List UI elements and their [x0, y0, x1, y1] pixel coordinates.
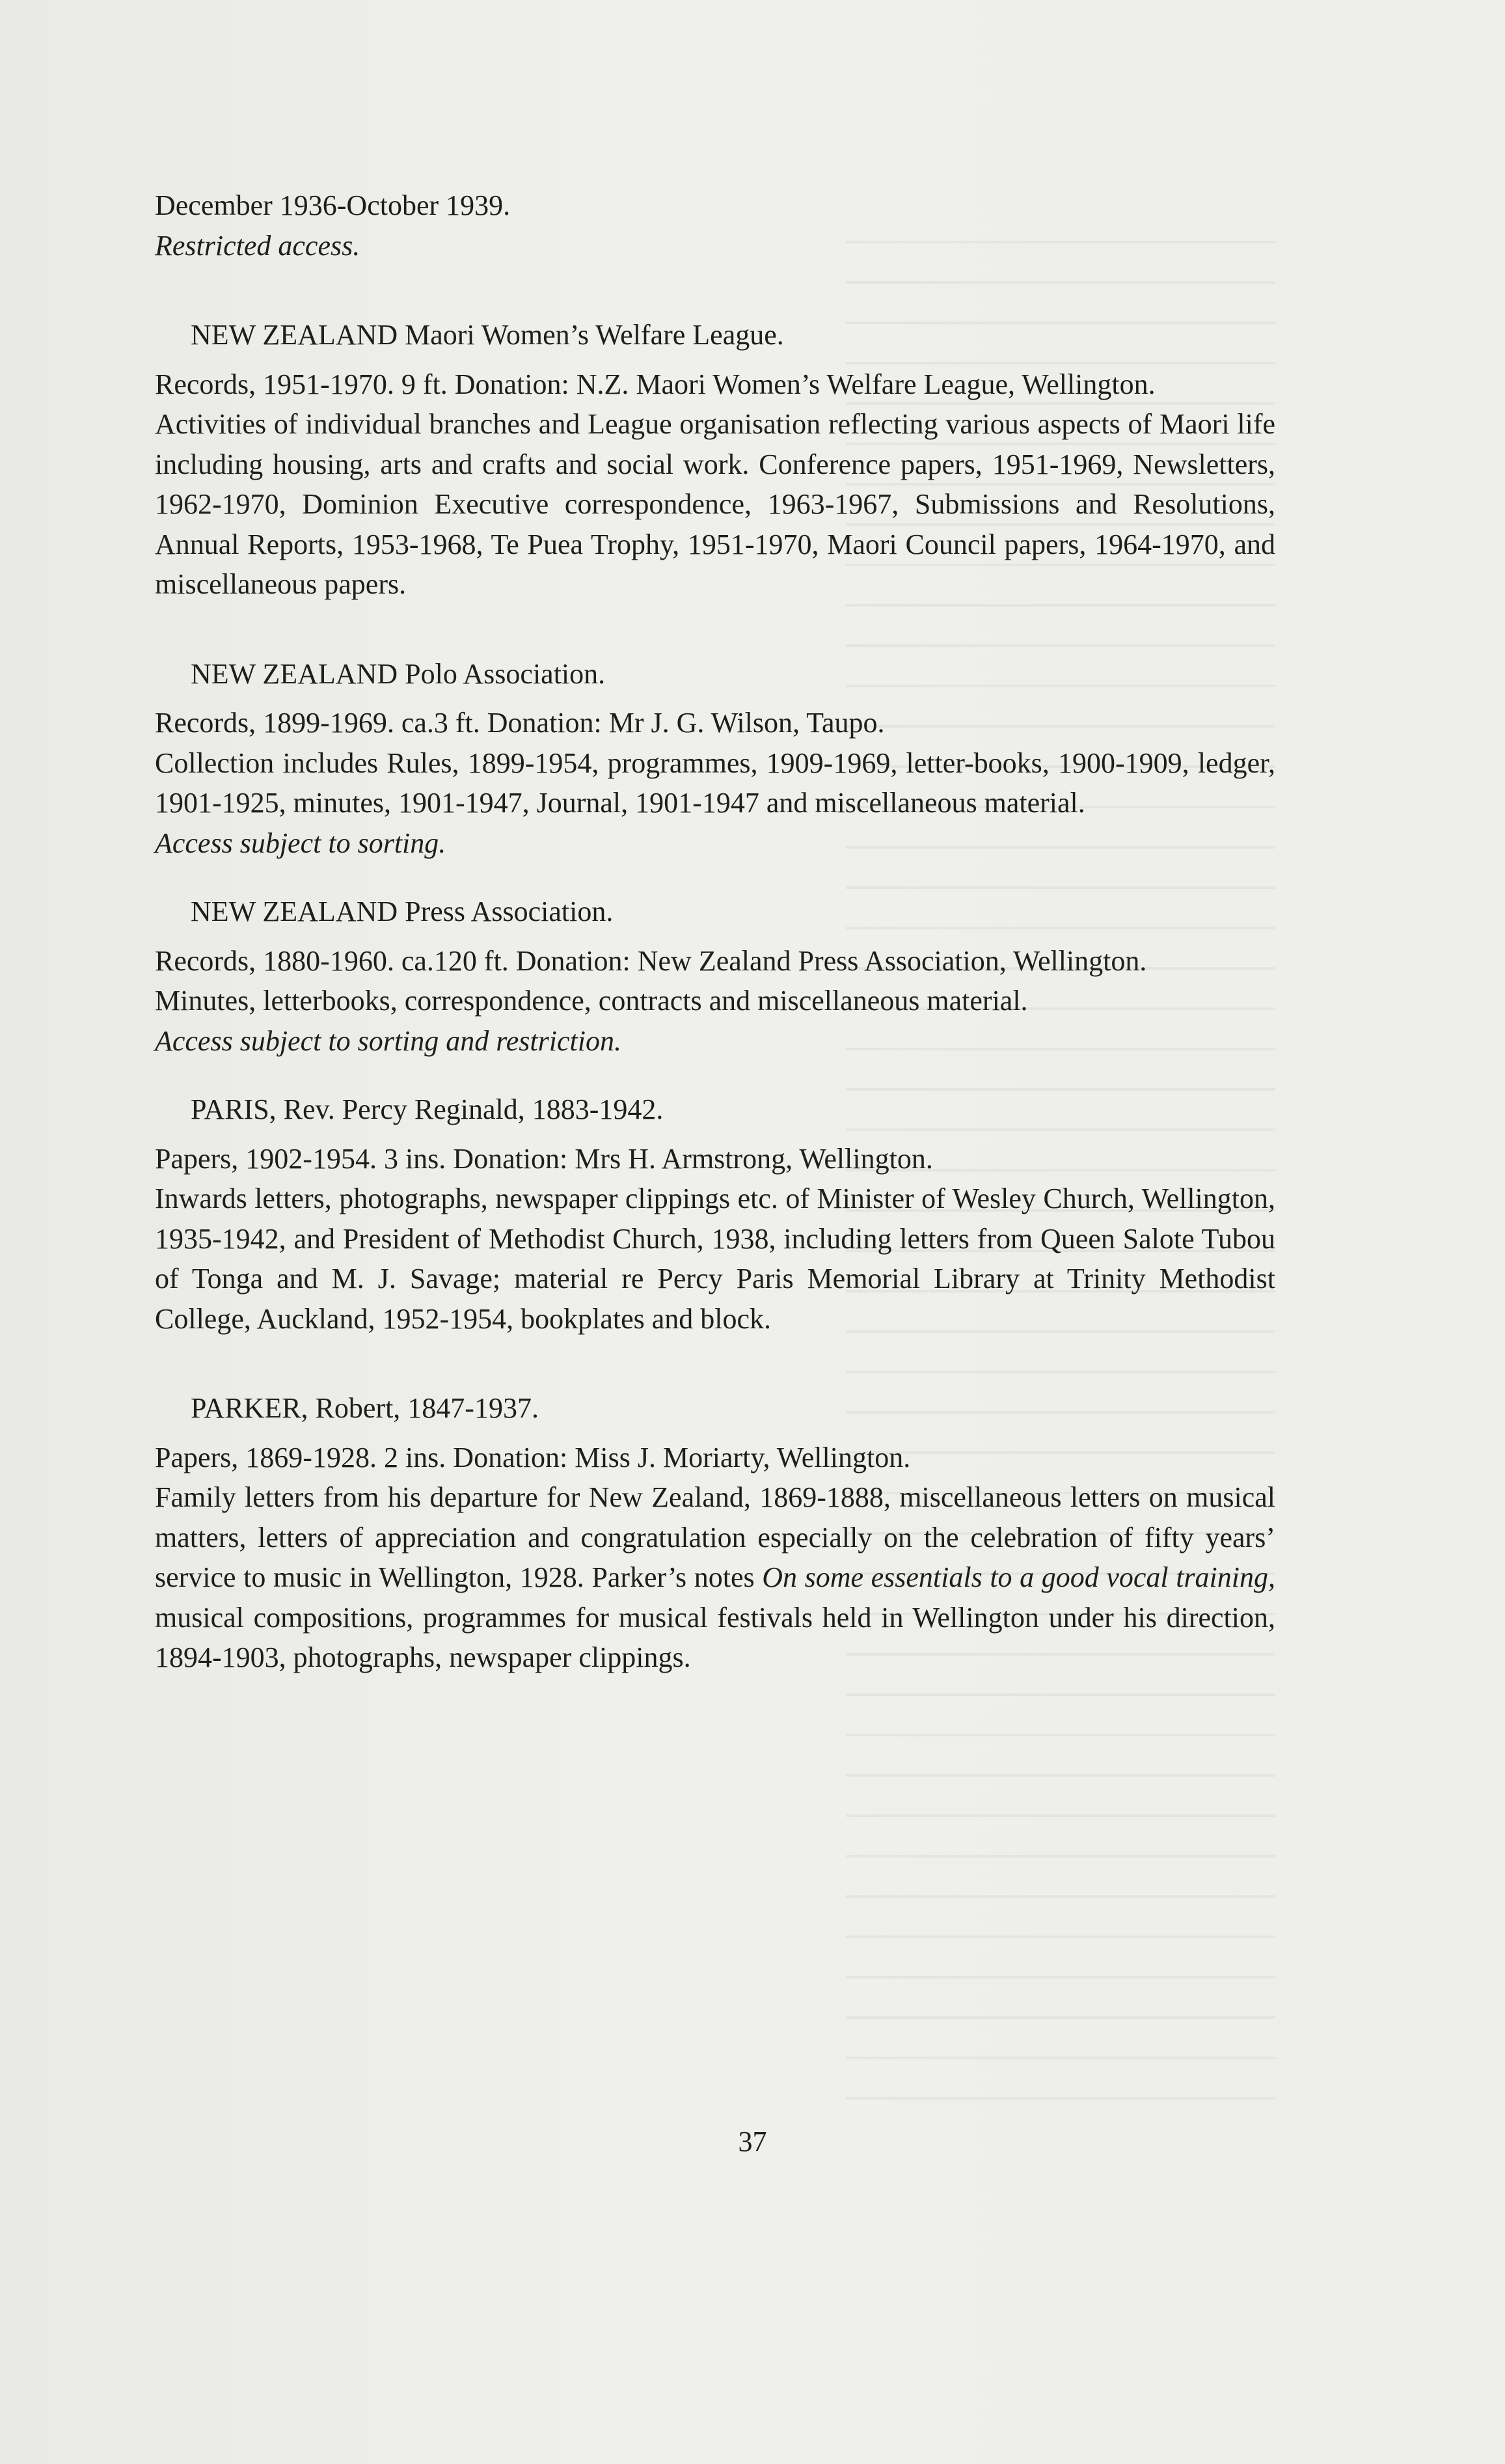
entry-description: Inwards letters, photographs, newspaper clippings etc. of Minister of Wesley Church, Wellington, 1935-1942, and President of Methodist Church, 1938, including letters from Queen Salote Tubou of Tonga and M. J. Savage; material re Percy Paris Memorial Library at Trinity Methodist College, Auckland, 1952-1954, bookplates and block. [155, 1183, 1275, 1335]
description-text: Family letters from his departure for New Zealand, 1869-1888, miscellaneous letters on musical matters, letters of appreciation and congratulation especially on the celebration of fifty years’ service to music in Wellington, 1928. Parker’s notes [155, 1481, 1275, 1593]
entry-heading-paris-percy-reginald: PARIS, Rev. Percy Reginald, 1883-1942. [191, 1093, 664, 1125]
entry-description: Minutes, letterbooks, correspondence, contracts and miscellaneous material. [155, 985, 1028, 1017]
entry-records: Records, 1951-1970. 9 ft. Donation: N.Z. Maori Women’s Welfare League, Wellington. [155, 368, 1156, 400]
entry-heading-press-association: NEW ZEALAND Press Association. [191, 896, 614, 927]
entry-access-note: Access subject to sorting. [155, 827, 446, 859]
page-number: 37 [738, 2126, 767, 2157]
work-title: On some essentials to a good vocal training, [762, 1561, 1276, 1593]
entry-records: Papers, 1869-1928. 2 ins. Donation: Miss J. Moriarty, Wellington. [155, 1441, 911, 1473]
description-text: musical compositions, programmes for musical festivals held in Wellington under his direction, 1894-1903, photographs, newspaper clippings. [155, 1601, 1275, 1673]
entry-description: Collection includes Rules, 1899-1954, programmes, 1909-1969, letter-books, 1900-1909, ledger, 1901-1925, minutes, 1901-1947, Journal, 1901-1947 and miscellaneous material. [155, 746, 1275, 819]
entry-description: Activities of individual branches and League organisation reflecting various aspects of Maori life including housing, arts and crafts and social work. Conference papers, 1951-1969, Newsletters, 1962-1970, Dominion Executive correspondence, 1963-1967, Submissions and Resolutions, Annual Reports, 1953-1968, Te Puea Trophy, 1951-1970, Maori Council papers, 1964-1970, and miscellaneous papers. [155, 408, 1275, 600]
document-body [155, 185, 1275, 1678]
entry-records: Records, 1899-1969. ca.3 ft. Donation: Mr J. G. Wilson, Taupo. [155, 707, 885, 739]
intro-line: December 1936-October 1939. [155, 189, 511, 221]
entry-access-note: Access subject to sorting and restriction. [155, 1024, 621, 1057]
entry-records: Records, 1880-1960. ca.120 ft. Donation: New Zealand Press Association, Wellington. [155, 944, 1147, 977]
entry-heading-maori-womens-welfare-league: NEW ZEALAND Maori Women’s Welfare League. [191, 319, 784, 351]
entry-heading-polo-association: NEW ZEALAND Polo Association. [191, 657, 606, 690]
entry-records: Papers, 1902-1954. 3 ins. Donation: Mrs H. Armstrong, Wellington. [155, 1142, 933, 1175]
intro-access-note: Restricted access. [155, 229, 360, 262]
entry-heading-parker-robert: PARKER, Robert, 1847-1937. [191, 1392, 539, 1424]
entry-description [155, 1477, 1275, 1678]
